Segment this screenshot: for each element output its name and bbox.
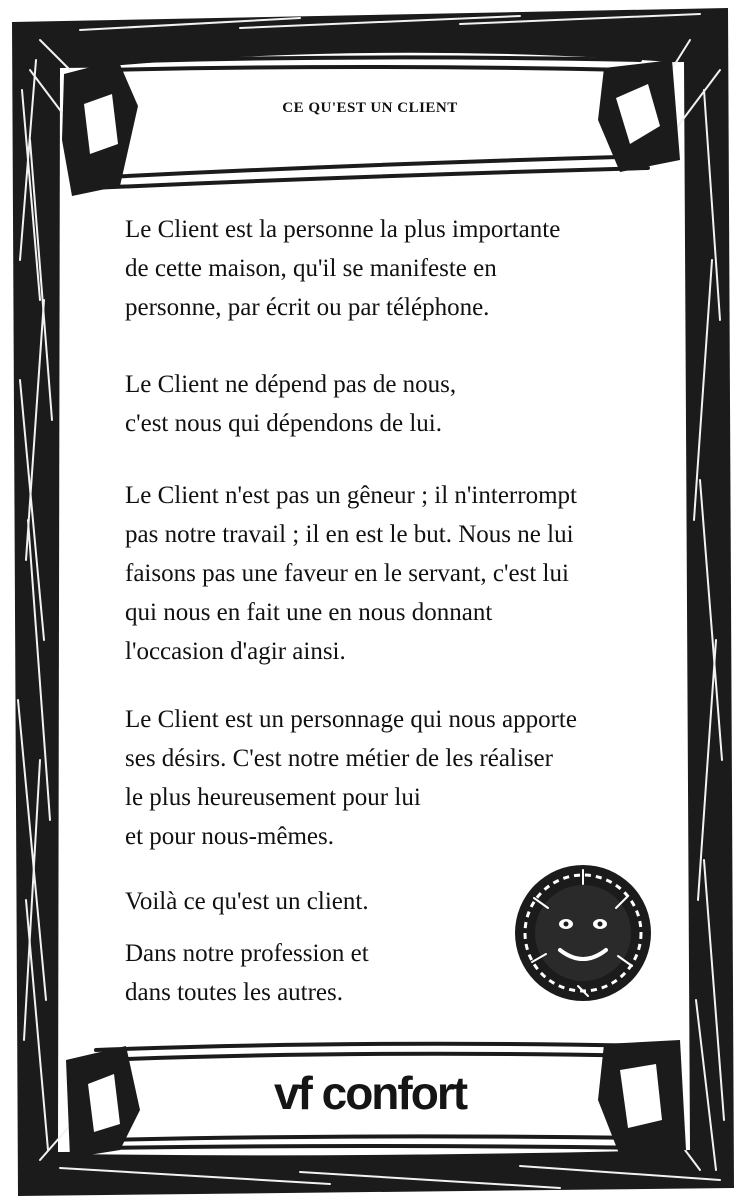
paragraph-1: Le Client est la personne la plus importante de cette maison, qu'il se manifeste en personne, par écrit ou par téléphone.: [125, 216, 561, 321]
page-title: CE QU'EST UN CLIENT: [282, 100, 458, 116]
paragraph-5: Voilà ce qu'est un client.: [125, 888, 369, 915]
paragraph-4: Le Client est un personnage qui nous apporte ses désirs. C'est notre métier de les réaliser le plus heureusement pour lui et pour nous-mêmes.: [125, 706, 577, 850]
paragraph-2: Le Client ne dépend pas de nous, c'est nous qui dépendons de lui.: [125, 371, 457, 437]
paragraph-3: Le Client n'est pas un gêneur ; il n'interrompt pas notre travail ; il en est le but. Nous ne lui faisons pas une faveur en le servant, c'est lui qui nous en fait une en nous donnant l'occasion d'agir ainsi.: [125, 482, 577, 665]
face-medallion-icon: [508, 858, 658, 1008]
brand-logo: vf confort: [273, 1067, 467, 1119]
paragraph-6: Dans notre profession et dans toutes les autres.: [125, 940, 369, 1006]
